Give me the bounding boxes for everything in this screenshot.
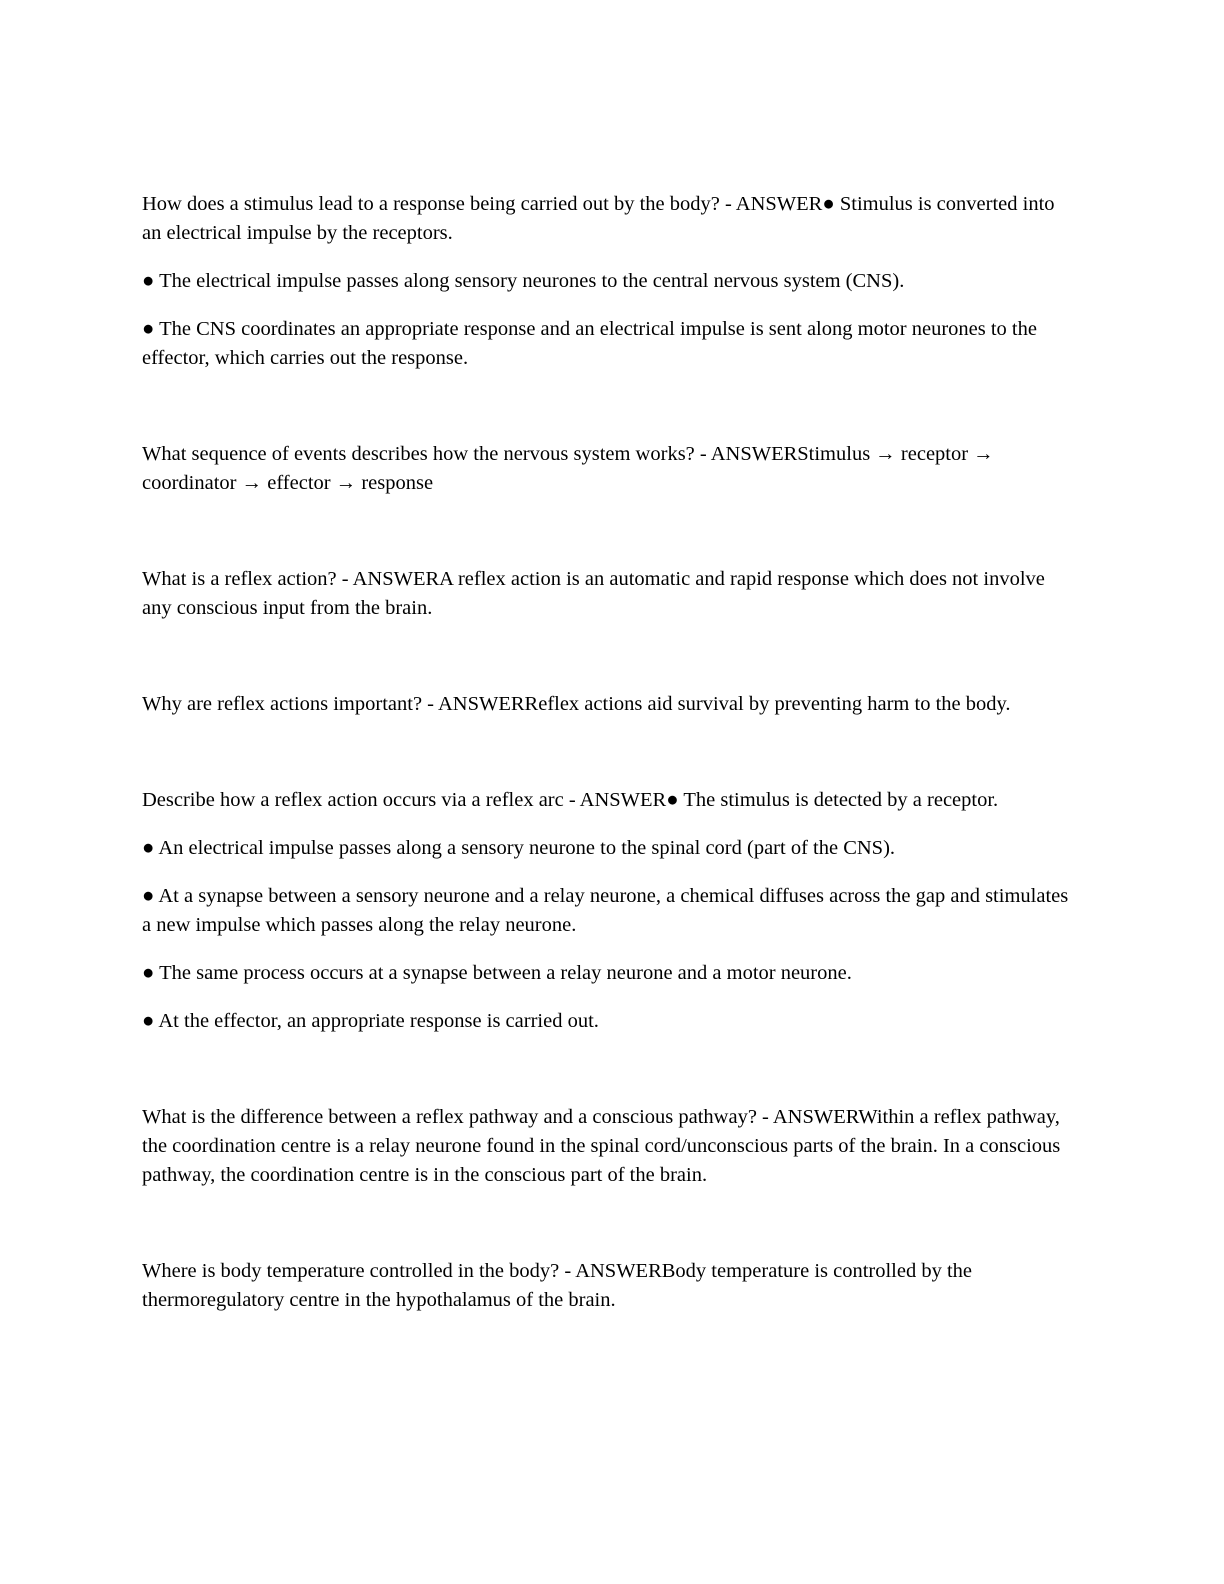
qa-item-reflex-action (142, 565, 1077, 623)
qa-item-reflex-importance (142, 690, 1077, 719)
document-page (142, 190, 1077, 1315)
answer-bullet: ● At the effector, an appropriate response is carried out. (142, 1010, 599, 1032)
question-paragraph: Describe how a reflex action occurs via a reflex arc - ANSWER● The stimulus is detected by a receptor. (142, 789, 999, 811)
answer-bullet: ● The same process occurs at a synapse between a relay neurone and a motor neurone. (142, 962, 852, 984)
qa-item-stimulus-response (142, 190, 1077, 373)
question-paragraph: How does a stimulus lead to a response being carried out by the body? - ANSWER● Stimulus is converted into an electrical impulse by the receptors. (142, 193, 1055, 244)
question-paragraph: What is a reflex action? - ANSWERA reflex action is an automatic and rapid response which does not involve any conscious input from the brain. (142, 568, 1045, 619)
answer-bullet: ● The CNS coordinates an appropriate response and an electrical impulse is sent along motor neurones to the effector, which carries out the response. (142, 318, 1037, 369)
answer-bullet: ● The electrical impulse passes along sensory neurones to the central nervous system (CNS). (142, 270, 905, 292)
answer-bullet: ● An electrical impulse passes along a sensory neurone to the spinal cord (part of the CNS). (142, 837, 896, 859)
qa-item-body-temperature (142, 1257, 1077, 1315)
answer-bullet: ● At a synapse between a sensory neurone and a relay neurone, a chemical diffuses across the gap and stimulates a new impulse which passes along the relay neurone. (142, 885, 1069, 936)
qa-item-reflex-arc (142, 786, 1077, 1036)
question-paragraph: What is the difference between a reflex pathway and a conscious pathway? - ANSWERWithin a reflex pathway, the coordination centre is a relay neurone found in the spinal cord/unconscious parts of the brain. In a conscious pathway, the coordination centre is in the conscious part of the brain. (142, 1106, 1061, 1186)
question-paragraph: Where is body temperature controlled in the body? - ANSWERBody temperature is controlled by the thermoregulatory centre in the hypothalamus of the brain. (142, 1260, 973, 1311)
question-paragraph: Why are reflex actions important? - ANSWERReflex actions aid survival by preventing harm to the body. (142, 693, 1011, 715)
qa-item-pathway-difference (142, 1103, 1077, 1190)
qa-item-nervous-sequence (142, 440, 1077, 498)
question-paragraph: What sequence of events describes how the nervous system works? - ANSWERStimulus → receptor → coordinator → effector → response (142, 443, 994, 494)
